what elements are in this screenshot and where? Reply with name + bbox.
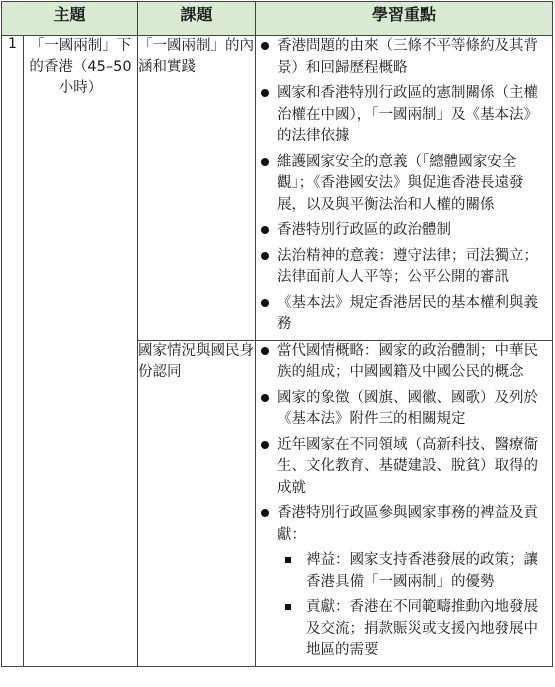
bullet-icon [261,347,269,355]
bullet-icon [261,394,269,402]
focus-cell [256,36,553,341]
focus-list [256,36,552,336]
bullet-icon [261,252,269,260]
bullet-icon [261,42,269,50]
curriculum-table [1,1,553,667]
list-item [256,293,552,336]
row-number: 1 [2,36,24,667]
sub-list-item [277,597,552,662]
point-text: 香港問題的由來（三條不平等條約及其背景）和回歸歷程概略 [277,38,539,76]
square-bullet-icon [285,604,291,610]
list-item [256,36,552,79]
point-text: 近年國家在不同領域（高新科技、醫療衞生、文化教育、基礎建設、脫貧）取得的成就 [277,436,539,496]
sub-point-text: 貢獻：香港在不同範疇推動內地發展及交流；捐款賑災或支援內地發展中地區的需要 [306,599,539,658]
bullet-icon [261,158,269,166]
list-item [256,388,552,431]
point-text: 法治精神的意義：遵守法律；司法獨立；法律面前人人平等；公平公開的審訊 [277,247,539,285]
header-focus: 學習重點 [256,2,553,36]
bullet-icon [261,89,269,97]
point-text: 香港特別行政區的政治體制 [277,222,452,238]
focus-list [256,341,552,662]
topic-one-country-two-systems: 「一國兩制」的內涵和實踐 [138,36,256,341]
theme-cell: 「一國兩制」下的香港（45–50 小時） [24,36,138,667]
point-text: 香港特別行政區參與國家事務的裨益及貢獻： [277,505,539,543]
sub-point-text: 裨益：國家支持香港發展的政策；讓香港具備「一國兩制」的優勢 [306,552,539,590]
sub-list [277,550,552,662]
bullet-icon [261,509,269,517]
list-item [256,503,552,662]
focus-cell [256,340,553,666]
point-text: 維護國家安全的意義（「總體國家安全觀」；《香港國安法》與促進香港長遠發展，以及與平衡法治和人權的關係 [277,153,524,213]
list-item [256,435,552,500]
sub-list-item [277,550,552,593]
point-text: 當代國情概略：國家的政治體制；中華民族的組成；中國國籍及中國公民的概念 [277,342,539,380]
header-topic: 課題 [138,2,256,36]
bullet-icon [261,441,269,449]
bullet-icon [261,226,269,234]
list-item [256,152,552,217]
table-row [2,36,553,341]
point-text: 國家的象徵（國旗、國徽、國歌）及列於《基本法》附件三的相關規定 [277,389,539,427]
list-item [256,220,552,242]
point-text: 《基本法》規定香港居民的基本權利與義務 [277,294,539,332]
list-item [256,246,552,289]
topic-national-identity: 國家情況與國民身份認同 [138,340,256,666]
header-theme: 主題 [2,2,138,36]
header-row [2,2,553,36]
square-bullet-icon [285,557,291,563]
bullet-icon [261,299,269,307]
list-item [256,83,552,148]
list-item [256,341,552,384]
point-text: 國家和香港特別行政區的憲制關係（主權治權在中國），「一國兩制」及《基本法》的法律依據 [277,85,539,144]
